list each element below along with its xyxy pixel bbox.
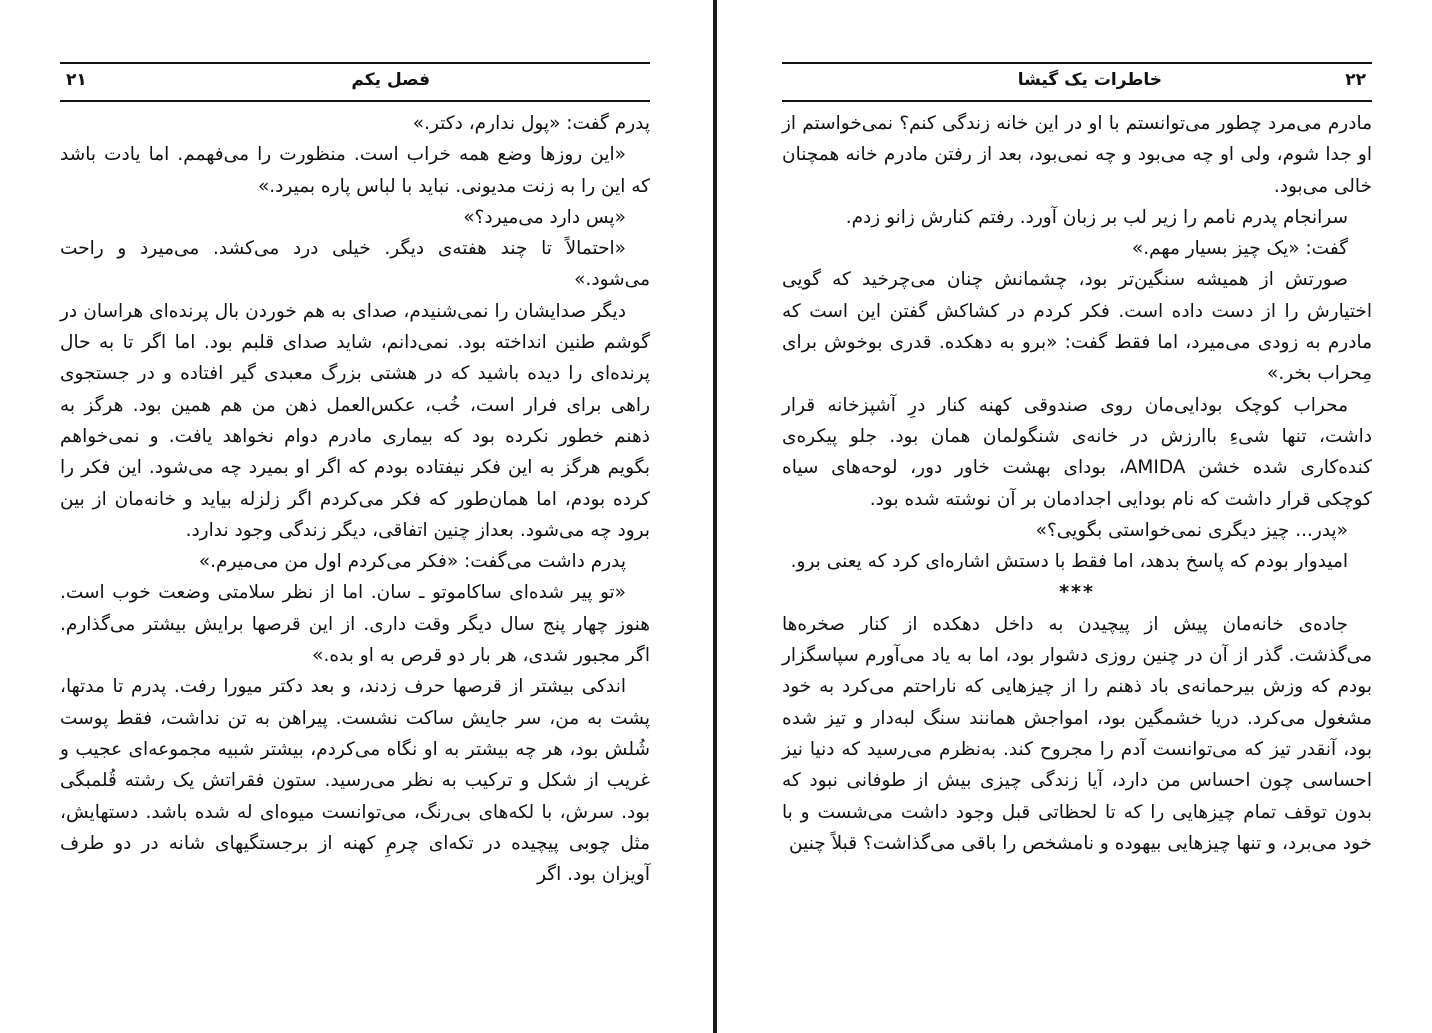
paragraph: «این روزها وضع همه خراب است. منظورت را می‌فهمم. اما یادت باشد که این را به زنت مدیونی. نباید با لباس پاره بمیرد.» (60, 144, 650, 197)
paragraph: دیگر صدایشان را نمی‌شنیدم، صدای به هم خوردن بال پرنده‌ای هراسان در گوشم طنین انداخته بود. نمی‌دانم، شاید صدای قلبم بود. اما اگر تا به حال پرنده‌ای را دیده باشید که در هشتی بزرگ معبدی گیر افتاده و در جستجوی راهی برای فرار است، خُب، عکس‌العمل ذهن من هم همین بود. هرگز به ذهنم خطور نکرده بود که بیماری مادرم دوام نخواهد یافت. و نمی‌خواهم بگویم هرگز به این فکر نیفتاده بودم که اگر او بمیرد چه می‌شود. این فکر را کرده بودم، اما همان‌طور که فکر می‌کردم اگر زلزله بیاید و خانه‌مان از بین برود چه می‌شود. بعداز چنین اتفاقی، دیگر زندگی وجود ندارد. (60, 300, 650, 541)
right-page-number: ۲۲ (1345, 70, 1366, 90)
paragraph: مادرم می‌مرد چطور می‌توانستم با او در این خانه زندگی کنم؟ نمی‌خواستم از او جدا شوم، ولی او چه می‌بود و چه نمی‌بود، بعد از رفتن مادرم خانه همچنان خالی می‌بود. (782, 113, 1372, 197)
left-page-number: ۲۱ (66, 70, 87, 90)
right-page-body (782, 108, 1372, 859)
right-page-header (782, 62, 1372, 102)
paragraph: «تو پیر شده‌ای ساکاموتو ـ سان. اما از نظر سلامتی وضعت خوب است. هنوز چهار پنج سال دیگر وقت داری. از این قرصها برایش بیشتر می‌گذارم. اگر مجبور شدی، هر بار دو قرص به او بده.» (60, 582, 650, 667)
left-page-body (60, 108, 650, 890)
paragraph: «پس دارد می‌میرد؟» (463, 206, 626, 228)
paragraph: جاده‌ی خانه‌مان پیش از پیچیدن به داخل دهکده از کنار صخره‌ها می‌گذشت. گذر از آن در چنین روزی دشوار بود، اما به یاد می‌آورم سپاسگزار بودم که وزش بیرحمانه‌ی باد ذهنم را از چیزهایی که ناراحتم می‌کرد به خود مشغول می‌کرد. دریا خشمگین بود، امواجش همانند سنگ لبه‌دار و تیز شده بود، آنقدر تیز که می‌توانست آدم را مجروح کند. به‌نظرم می‌رسید که دنیا نیز احساسی چون احساس من دارد، آیا زندگی چیزی بیش از طوفانی نبود که بدون توقف تمام چیزهایی را که تا لحظاتی قبل وجود داشت می‌شست و با خود می‌برد، و تنها چیزهایی بیهوده و نامشخص را باقی می‌گذاشت؟ قبلاً چنین (782, 613, 1372, 854)
left-page-header (60, 62, 650, 102)
left-page-chapter-title: فصل یکم (351, 70, 430, 90)
paragraph: اندکی بیشتر از قرصها حرف زدند، و بعد دکتر میورا رفت. پدرم تا مدتها، پشت به من، سر جایش ساکت نشست. پیراهن به تن نداشت، فقط پوست شُلش بود، هر چه بیشتر به او نگاه می‌کردم، بیشتر شبیه مجموعه‌ای عجیب و غریب از شکل و ترکیب به نظر می‌رسید. ستون فقراتش یک رشته قُلمبگی بود. سرش، با لکه‌های بی‌رنگ، می‌توانست میوه‌ای له شده باشد. دستهایش، مثل چوبی پیچیده در تکه‌ای چرمِ کهنه از برجستگیهای شانه در دو طرف آویزان بود. اگر (60, 676, 650, 886)
paragraph: پدرم داشت می‌گفت: «فکر می‌کردم اول من می‌میرم.» (198, 551, 626, 573)
paragraph: محراب کوچک بودایی‌مان روی صندوقی کهنه کنار درِ آشپزخانه قرار داشت، تنها شیءِ باارزش در خانه‌ی شنگولمان همان بود. جلو پیکره‌ی کنده‌کاری شده خشن AMIDA، بودای بهشت خاور دور، لوحه‌های سیاه کوچکی قرار داشت که نام بودایی اجدادمان بر آن نوشته شده بود. (782, 394, 1372, 510)
paragraph: امیدوار بودم که پاسخ بدهد، اما فقط با دستش اشاره‌ای کرد که یعنی برو. (790, 551, 1348, 573)
page-gutter (713, 0, 717, 1033)
paragraph: گفت: «یک چیز بسیار مهم.» (1131, 238, 1348, 260)
paragraph: «پدر... چیز دیگری نمی‌خواستی بگویی؟» (1035, 519, 1348, 541)
paragraph: سرانجام پدرم نامم را زیر لب بر زبان آورد. رفتم کنارش زانو زدم. (845, 206, 1348, 228)
right-page-book-title: خاطرات یک گیشا (1017, 70, 1162, 90)
paragraph: پدرم گفت: «پول ندارم، دکتر.» (412, 113, 650, 134)
paragraph: صورتش از همیشه سنگین‌تر بود، چشمانش چنان می‌چرخید که گویی اختیارش را از دست داده است. فکر کردم در کشاکش گفتن این است که مادرم به زودی می‌میرد، اما فقط گفت: «برو به دهکده. قدری بوخوش برای مِحراب بخر.» (782, 269, 1372, 385)
right-page (782, 0, 1372, 1033)
section-separator: *** (1059, 581, 1095, 604)
left-page (60, 0, 650, 1033)
paragraph: «احتمالاً تا چند هفته‌ی دیگر. خیلی درد می‌کشد. می‌میرد و راحت می‌شود.» (60, 238, 650, 291)
